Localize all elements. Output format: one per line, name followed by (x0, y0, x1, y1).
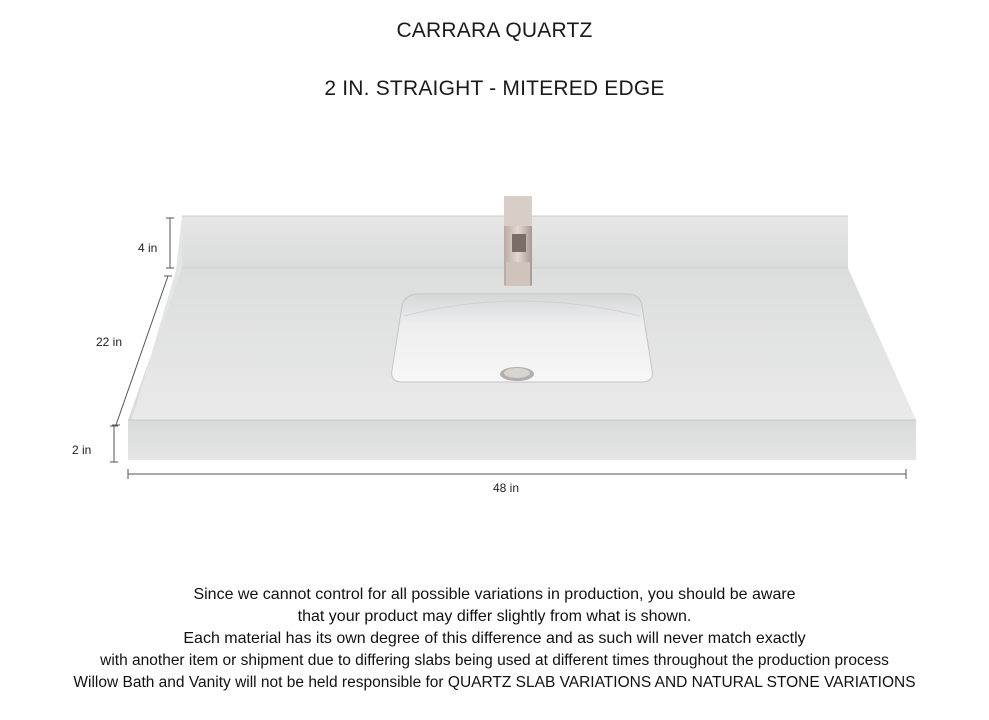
backsplash-height-label: 4 in (138, 241, 158, 255)
disclaimer-line: Willow Bath and Vanity will not be held responsible for QUARTZ SLAB VARIATIONS AND NATURAL STONE VARIATIONS (73, 674, 916, 691)
drain-icon (500, 367, 534, 381)
edge-thickness-label: 2 in (72, 443, 92, 457)
disclaimer-text (0, 584, 989, 694)
product-title: CARRARA QUARTZ (396, 19, 593, 42)
disclaimer-line: with another item or shipment due to differing slabs being used at different times throughout the production process (100, 652, 889, 669)
front-edge (128, 420, 916, 460)
width-label: 48 in (493, 481, 520, 495)
depth-label: 22 in (96, 335, 123, 349)
disclaimer-line: Since we cannot control for all possible variations in production, you should be aware (193, 586, 796, 603)
edge-style-subtitle: 2 IN. STRAIGHT - MITERED EDGE (324, 77, 665, 100)
disclaimer-line: that your product may differ slightly from what is shown. (297, 608, 692, 625)
disclaimer-line: Each material has its own degree of this difference and as such will never match exactly (183, 630, 806, 647)
faucet-icon (504, 196, 532, 286)
